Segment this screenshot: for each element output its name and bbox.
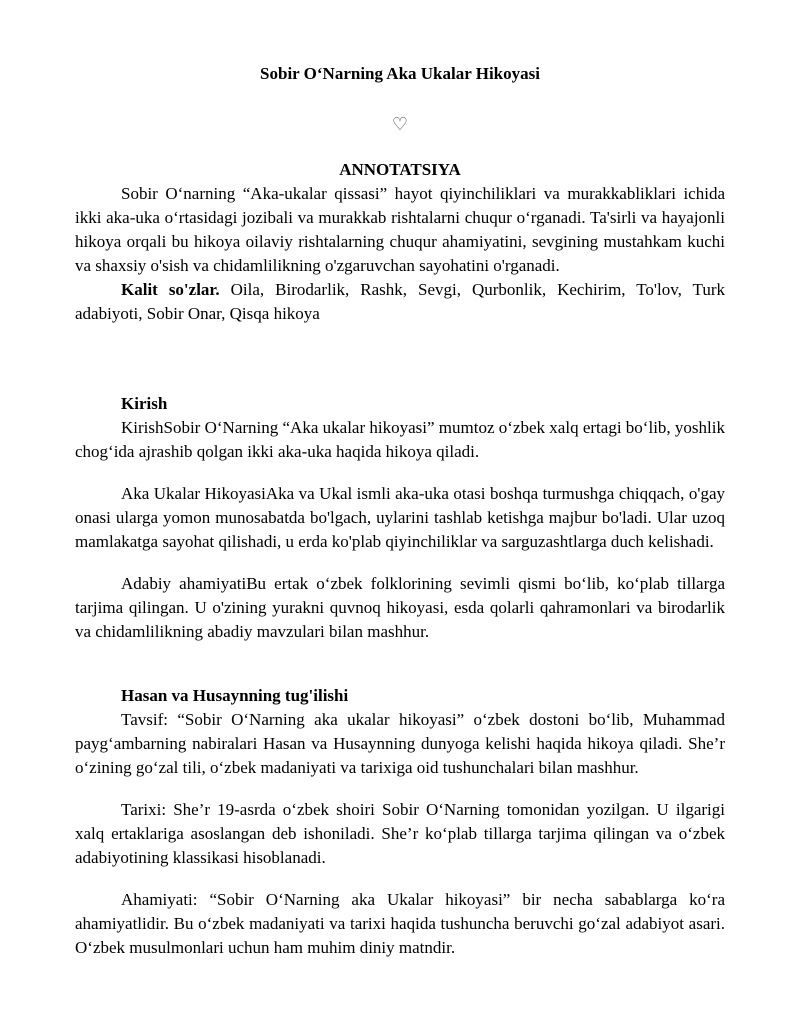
annotation-paragraph: Sobir O‘narning “Aka-ukalar qissasi” hayot qiyinchiliklari va murakkabliklari ichida ikki aka-uka o‘rtasidagi jozibali va murakkab rishtalarni chuqur o‘rganadi. Ta'sirli va hayajonli hikoya orqali bu hikoya oilaviy rishtalarning chuqur ahamiyatini, sevgining mustahkam kuchi va shaxsiy o'sish va chidamlilikning o'zgaruvchan sayohatini o'rganadi.	[75, 184, 725, 275]
heart-icon: ♡	[391, 114, 409, 134]
section-paragraph: KirishSobir O‘Narning “Aka ukalar hikoyasi” mumtoz o‘zbek xalq ertagi bo‘lib, yoshlik chog‘ida ajrashib qolgan ikki aka-uka haqida hikoya qiladi.	[75, 418, 725, 461]
keywords-label: Kalit so'zlar.	[121, 280, 220, 299]
section-paragraph: Adabiy ahamiyatiBu ertak o‘zbek folklorining sevimli qismi bo‘lib, ko‘plab tillarga tarjima qilingan. U o'zining yurakni quvnoq hikoyasi, esda qolarli qahramonlari va birodarlik va chidamlilikning abadiy mavzulari bilan mashhur.	[75, 574, 725, 641]
section-heading-hasan-husayn: Hasan va Husaynning tug'ilishi	[121, 686, 349, 705]
section-paragraph: Tavsif: “Sobir O‘Narning aka ukalar hikoyasi” o‘zbek dostoni bo‘lib, Muhammad payg‘ambarning nabiralari Hasan va Husaynning dunyoga kelishi haqida hikoya qiladi. She’r o‘zining go‘zal tili, o‘zbek madaniyati va tarixiga oid tushunchalari bilan mashhur.	[75, 710, 725, 777]
document-page	[75, 62, 725, 960]
section-paragraph: Tarixi: She’r 19-asrda o‘zbek shoiri Sobir O‘Narning tomonidan yozilgan. U ilgarigi xalq ertaklariga asoslangan deb ishoniladi. She’r ko‘plab tillarga tarjima qilingan va o‘zbek adabiyotining klassikasi hisoblanadi.	[75, 800, 725, 867]
keywords-paragraph	[75, 278, 725, 326]
document-title: Sobir O‘Narning Aka Ukalar Hikoyasi	[260, 64, 540, 83]
section-paragraph: Ahamiyati: “Sobir O‘Narning aka Ukalar hikoyasi” bir necha sabablarga ko‘ra ahamiyatlidir. Bu o‘zbek madaniyati va tarixi haqida tushuncha beruvchi go‘zal adabiyot asari. O‘zbek musulmonlari uchun ham muhim diniy matndir.	[75, 890, 725, 957]
section-heading-kirish: Kirish	[121, 394, 168, 413]
keywords-text: Oila, Birodarlik, Rashk, Sevgi, Qurbonlik, Kechirim, To'lov, Turk adabiyoti, Sobir Onar, Qisqa hikoya	[75, 280, 725, 323]
annotation-heading: ANNOTATSIYA	[339, 160, 461, 179]
section-paragraph: Aka Ukalar HikoyasiAka va Ukal ismli aka-uka otasi boshqa turmushga chiqqach, o'gay onasi ularga yomon munosabatda bo'lgach, uylarini tashlab ketishga majbur bo'ladi. Ular uzoq mamlakatga sayohat qilishadi, u erda ko'plab qiyinchiliklar va sarguzashtlarga duch kelishadi.	[75, 484, 725, 551]
